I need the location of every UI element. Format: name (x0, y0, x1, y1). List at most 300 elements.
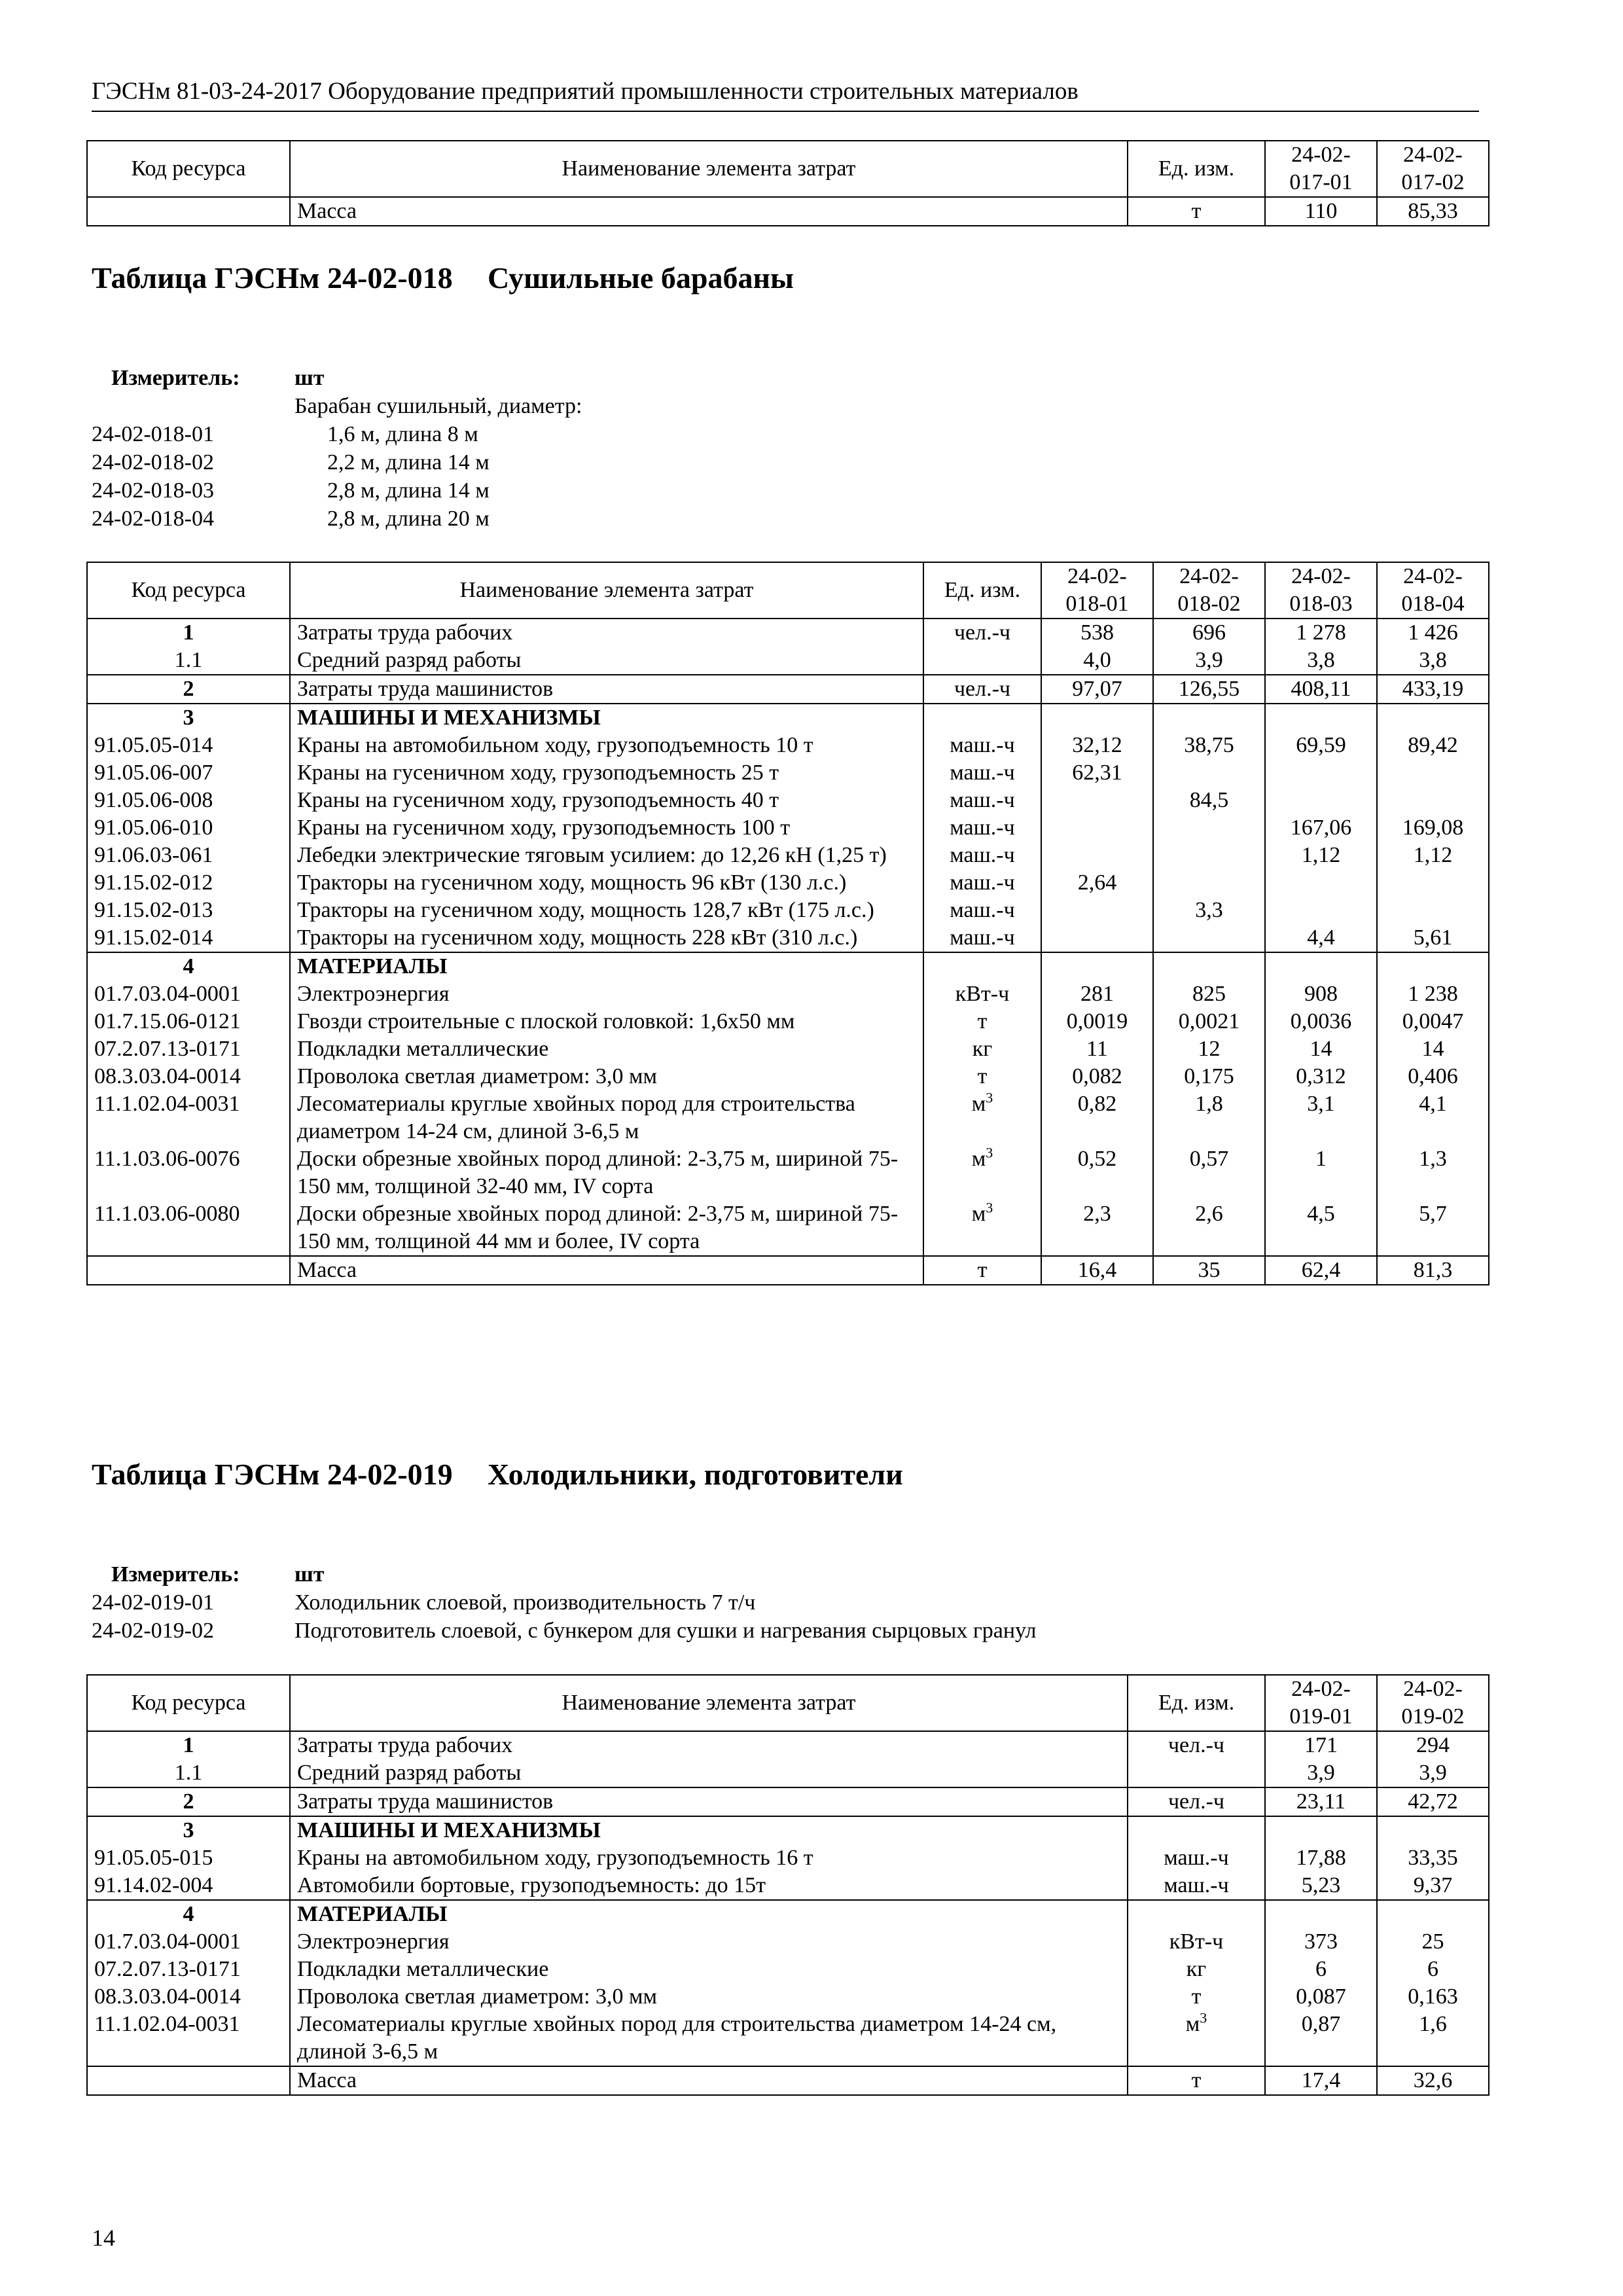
unit-text: м (971, 1147, 986, 1171)
measure-item (92, 505, 1466, 533)
cell-code: 1.1 (87, 647, 290, 675)
cell-value: 0,0036 (1265, 1008, 1377, 1035)
cell-code (87, 197, 290, 226)
table-row (87, 787, 1489, 814)
table-header-row (87, 141, 1489, 197)
cell-value: 6 (1265, 1956, 1377, 1983)
cell-code: 01.7.15.06-0121 (87, 1008, 290, 1035)
cell-value: 0,52 (1041, 1145, 1153, 1200)
page-number: 14 (92, 2225, 115, 2251)
cell-value: 696 (1153, 619, 1265, 647)
cell-value: 0,0047 (1377, 1008, 1489, 1035)
cell-value (1041, 787, 1153, 814)
cell-value (1041, 842, 1153, 869)
measure-item (92, 420, 1466, 448)
table-prev (86, 140, 1489, 226)
cell-code: 91.14.02-004 (87, 1872, 290, 1900)
col-header-unit: Ед. изм. (1128, 141, 1265, 197)
cell-value: 2,6 (1153, 1200, 1265, 1256)
table-title-code: Таблица ГЭСНм 24-02-018 (92, 261, 453, 295)
cell-value (1377, 787, 1489, 814)
cell-value: 0,087 (1265, 1983, 1377, 2011)
cell-name: Тракторы на гусеничном ходу, мощность 128,7 кВт (175 л.с.) (290, 897, 923, 924)
cell-unit: чел.-ч (1128, 1731, 1265, 1759)
table-019 (86, 1674, 1489, 2096)
cell-value: 538 (1041, 619, 1153, 647)
cell-code: 2 (87, 1787, 290, 1816)
col-header-variant: 24-02-018-02 (1153, 562, 1265, 619)
cell-unit: $м^3$ (923, 1200, 1041, 1256)
cell-value: 14 (1265, 1035, 1377, 1063)
cell-value: 1,3 (1377, 1145, 1489, 1200)
table-row (87, 1090, 1489, 1145)
cell-name: Масса (290, 1256, 923, 1285)
cell-value: 171 (1265, 1731, 1377, 1759)
table-section-row (87, 704, 1489, 732)
table-row (87, 980, 1489, 1008)
cell-value: 1,12 (1377, 842, 1489, 869)
cell-value: 3,8 (1377, 647, 1489, 675)
cell-value (1265, 1816, 1377, 1844)
measure-item-text: 1,6 м, длина 8 м (327, 422, 478, 446)
table-row (87, 759, 1489, 787)
table-header-row (87, 1675, 1489, 1731)
cell-name: МАТЕРИАЛЫ (290, 952, 923, 980)
col-header-unit: Ед. изм. (923, 562, 1041, 619)
cell-value (1153, 842, 1265, 869)
cell-unit: кВт-ч (923, 980, 1041, 1008)
cell-value (1041, 814, 1153, 842)
cell-value: 0,0021 (1153, 1008, 1265, 1035)
cell-unit: маш.-ч (923, 869, 1041, 897)
table-row (87, 675, 1489, 704)
col-header-variant: 24-02-018-03 (1265, 562, 1377, 619)
cell-value: 23,11 (1265, 1787, 1377, 1816)
cell-value (1377, 897, 1489, 924)
cell-code: 91.05.06-010 (87, 814, 290, 842)
cell-value: 4,5 (1265, 1200, 1377, 1256)
col-header-variant: 24-02-017-02 (1377, 141, 1489, 197)
measure-unit: шт (294, 1562, 325, 1587)
cell-value (1377, 704, 1489, 732)
col-header-name: Наименование элемента затрат (290, 141, 1128, 197)
cell-code: 91.05.05-015 (87, 1844, 290, 1872)
cell-value: 1 (1265, 1145, 1377, 1200)
cell-value: 167,06 (1265, 814, 1377, 842)
table-row (87, 647, 1489, 675)
col-header-code: Код ресурса (87, 1675, 290, 1731)
measure-intro: Барабан сушильный, диаметр: (294, 394, 582, 418)
cell-name: Лебедки электрические тяговым усилием: до 12,26 кН (1,25 т) (290, 842, 923, 869)
cell-name: Тракторы на гусеничном ходу, мощность 96 кВт (130 л.с.) (290, 869, 923, 897)
table-row (87, 842, 1489, 869)
cell-unit (923, 647, 1041, 675)
cell-unit: маш.-ч (923, 787, 1041, 814)
cell-unit: т (1128, 197, 1265, 226)
cell-code: 91.05.06-008 (87, 787, 290, 814)
unit-text: м (971, 1092, 986, 1116)
cell-value (1377, 869, 1489, 897)
cell-unit: кг (923, 1035, 1041, 1063)
cell-name: Масса (290, 2066, 1128, 2095)
cell-value (1377, 1900, 1489, 1928)
cell-value: 17,88 (1265, 1844, 1377, 1872)
cell-value: 0,175 (1153, 1063, 1265, 1090)
cell-code: 3 (87, 1816, 290, 1844)
measure-item-code: 24-02-018-02 (92, 450, 214, 475)
cell-code: 91.15.02-013 (87, 897, 290, 924)
cell-value: 17,4 (1265, 2066, 1377, 2095)
cell-unit: чел.-ч (1128, 1787, 1265, 1816)
measure-item-text: Холодильник слоевой, производительность 7 т/ч (294, 1590, 756, 1615)
table-row (87, 1063, 1489, 1090)
measure-item-code: 24-02-018-03 (92, 478, 214, 503)
cell-value: 3,9 (1265, 1759, 1377, 1787)
measure-label: Измеритель: (111, 1562, 240, 1587)
cell-value: 373 (1265, 1928, 1377, 1956)
cell-name: МАШИНЫ И МЕХАНИЗМЫ (290, 1816, 1128, 1844)
cell-value (1265, 869, 1377, 897)
cell-unit: кВт-ч (1128, 1928, 1265, 1956)
col-header-code: Код ресурса (87, 141, 290, 197)
cell-value: 9,37 (1377, 1872, 1489, 1900)
cell-unit: маш.-ч (923, 759, 1041, 787)
measure-item (92, 1617, 1466, 1645)
cell-code: 11.1.02.04-0031 (87, 1090, 290, 1145)
cell-name: МАШИНЫ И МЕХАНИЗМЫ (290, 704, 923, 732)
cell-value: 0,0019 (1041, 1008, 1153, 1035)
table-row (87, 1928, 1489, 1956)
cell-name: Затраты труда машинистов (290, 675, 923, 704)
running-header: ГЭСНм 81-03-24-2017 Оборудование предприятий промышленности строительных материалов (92, 77, 1479, 112)
cell-value: 4,0 (1041, 647, 1153, 675)
measure-item-text: 2,2 м, длина 14 м (327, 450, 490, 475)
cell-value: 433,19 (1377, 675, 1489, 704)
cell-name: Краны на автомобильном ходу, грузоподъемность 10 т (290, 732, 923, 759)
cell-name: Затраты труда рабочих (290, 1731, 1128, 1759)
table-row (87, 1872, 1489, 1900)
table-018 (86, 562, 1489, 1285)
cell-value: 1,12 (1265, 842, 1377, 869)
cell-code: 01.7.03.04-0001 (87, 1928, 290, 1956)
measure-item-text: 2,8 м, длина 14 м (327, 478, 490, 503)
cell-code: 4 (87, 1900, 290, 1928)
cell-unit: маш.-ч (923, 814, 1041, 842)
cell-code: 91.15.02-012 (87, 869, 290, 897)
cell-value: 0,82 (1041, 1090, 1153, 1145)
cell-name: Подкладки металлические (290, 1956, 1128, 1983)
cell-unit (1128, 1759, 1265, 1787)
cell-name: МАТЕРИАЛЫ (290, 1900, 1128, 1928)
cell-name: Краны на гусеничном ходу, грузоподъемность 40 т (290, 787, 923, 814)
measure-item-code: 24-02-019-01 (92, 1590, 214, 1615)
col-header-variant: 24-02-019-02 (1377, 1675, 1489, 1731)
table-title-019 (92, 1456, 1466, 1532)
table-row (87, 1787, 1489, 1816)
measure-unit: шт (294, 366, 325, 390)
cell-value: 0,163 (1377, 1983, 1489, 2011)
table-row (87, 1008, 1489, 1035)
cell-unit: т (923, 1063, 1041, 1090)
cell-name: Электроэнергия (290, 1928, 1128, 1956)
cell-value: 1,8 (1153, 1090, 1265, 1145)
cell-value: 33,35 (1377, 1844, 1489, 1872)
table-row (87, 732, 1489, 759)
table-section-row (87, 1816, 1489, 1844)
cell-unit: чел.-ч (923, 675, 1041, 704)
table-section-row (87, 1900, 1489, 1928)
cell-code: 91.06.03-061 (87, 842, 290, 869)
table-title-name: Холодильники, подготовители (488, 1458, 903, 1491)
cell-value: 1 426 (1377, 619, 1489, 647)
cell-unit: т (923, 1008, 1041, 1035)
cell-value: 126,55 (1153, 675, 1265, 704)
cell-code: 08.3.03.04-0014 (87, 1063, 290, 1090)
cell-code: 08.3.03.04-0014 (87, 1983, 290, 2011)
cell-value (1377, 759, 1489, 787)
col-header-name: Наименование элемента затрат (290, 1675, 1128, 1731)
cell-unit: т (923, 1256, 1041, 1285)
cell-name: Краны на гусеничном ходу, грузоподъемность 100 т (290, 814, 923, 842)
cell-value: 32,6 (1377, 2066, 1489, 2095)
cell-value (1153, 704, 1265, 732)
table-row (87, 1256, 1489, 1285)
cell-value (1041, 897, 1153, 924)
table-row (87, 869, 1489, 897)
cell-code: 3 (87, 704, 290, 732)
cell-unit: маш.-ч (923, 732, 1041, 759)
col-header-variant: 24-02-019-01 (1265, 1675, 1377, 1731)
cell-code: 4 (87, 952, 290, 980)
table-row (87, 1844, 1489, 1872)
table-row (87, 924, 1489, 952)
cell-code (87, 2066, 290, 2095)
cell-name: Лесоматериалы круглые хвойных пород для строительства диаметром 14-24 см, длиной 3-6,5 м (290, 2011, 1128, 2066)
cell-value: 0,082 (1041, 1063, 1153, 1090)
cell-value: 281 (1041, 980, 1153, 1008)
cell-value: 4,4 (1265, 924, 1377, 952)
cell-code: 91.05.05-014 (87, 732, 290, 759)
cell-value: 14 (1377, 1035, 1489, 1063)
cell-value: 825 (1153, 980, 1265, 1008)
cell-code: 11.1.03.06-0076 (87, 1145, 290, 1200)
cell-name: Подкладки металлические (290, 1035, 923, 1063)
cell-code: 91.05.06-007 (87, 759, 290, 787)
cell-value (1265, 787, 1377, 814)
cell-value: 0,87 (1265, 2011, 1377, 2066)
cell-code: 91.15.02-014 (87, 924, 290, 952)
cell-value: 81,3 (1377, 1256, 1489, 1285)
cell-name: Проволока светлая диаметром: 3,0 мм (290, 1983, 1128, 2011)
cell-code: 11.1.02.04-0031 (87, 2011, 290, 2066)
table-row (87, 197, 1489, 226)
cell-name: Доски обрезные хвойных пород длиной: 2-3,75 м, шириной 75-150 мм, толщиной 32-40 мм, IV сорта (290, 1145, 923, 1200)
table-row (87, 2011, 1489, 2066)
cell-code: 07.2.07.13-0171 (87, 1035, 290, 1063)
col-header-code: Код ресурса (87, 562, 290, 619)
cell-value (1153, 814, 1265, 842)
cell-value: 69,59 (1265, 732, 1377, 759)
cell-value: 0,57 (1153, 1145, 1265, 1200)
unit-text: м (971, 1202, 986, 1226)
cell-value: 16,4 (1041, 1256, 1153, 1285)
cell-unit: маш.-ч (923, 924, 1041, 952)
cell-code: 01.7.03.04-0001 (87, 980, 290, 1008)
cell-value: 11 (1041, 1035, 1153, 1063)
table-row (87, 2066, 1489, 2095)
cell-name: Электроэнергия (290, 980, 923, 1008)
cell-value (1377, 952, 1489, 980)
cell-value: 62,31 (1041, 759, 1153, 787)
measure-item (92, 448, 1466, 476)
table-row (87, 1200, 1489, 1256)
cell-value: 1,6 (1377, 2011, 1489, 2066)
cell-value: 38,75 (1153, 732, 1265, 759)
measure-label: Измеритель: (111, 366, 240, 390)
cell-value (1153, 952, 1265, 980)
cell-unit: $м^3$ (923, 1145, 1041, 1200)
measure-item-code: 24-02-019-02 (92, 1619, 214, 1643)
cell-name: Лесоматериалы круглые хвойных пород для строительства диаметром 14-24 см, длиной 3-6,5 м (290, 1090, 923, 1145)
unit-text: м (1185, 2012, 1200, 2036)
cell-name: Краны на автомобильном ходу, грузоподъемность 16 т (290, 1844, 1128, 1872)
measure-block-019 (92, 1560, 1466, 1645)
cell-value: 0,406 (1377, 1063, 1489, 1090)
cell-value: 32,12 (1041, 732, 1153, 759)
cell-value: 5,7 (1377, 1200, 1489, 1256)
table-title-name: Сушильные барабаны (488, 261, 794, 295)
cell-code (87, 1256, 290, 1285)
cell-name: Затраты труда машинистов (290, 1787, 1128, 1816)
cell-value: 2,3 (1041, 1200, 1153, 1256)
cell-value: 6 (1377, 1956, 1489, 1983)
cell-value: 1 278 (1265, 619, 1377, 647)
cell-value (1153, 869, 1265, 897)
measure-item (92, 1588, 1466, 1617)
cell-code: 1 (87, 619, 290, 647)
cell-value: 0,312 (1265, 1063, 1377, 1090)
cell-value (1265, 704, 1377, 732)
cell-value: 89,42 (1377, 732, 1489, 759)
cell-code: 07.2.07.13-0171 (87, 1956, 290, 1983)
table-title-018 (92, 259, 1466, 335)
cell-name: Гвозди строительные с плоской головкой: 1,6x50 мм (290, 1008, 923, 1035)
measure-block-018 (92, 364, 1466, 533)
cell-name: Проволока светлая диаметром: 3,0 мм (290, 1063, 923, 1090)
cell-unit: $м^3$ (1128, 2011, 1265, 2066)
cell-unit (923, 952, 1041, 980)
cell-unit: маш.-ч (923, 842, 1041, 869)
cell-value: 908 (1265, 980, 1377, 1008)
cell-value: 97,07 (1041, 675, 1153, 704)
cell-code: 11.1.03.06-0080 (87, 1200, 290, 1256)
cell-value: 2,64 (1041, 869, 1153, 897)
measure-item-code: 24-02-018-04 (92, 507, 214, 531)
cell-value: 169,08 (1377, 814, 1489, 842)
table-section-row (87, 952, 1489, 980)
cell-value: 5,23 (1265, 1872, 1377, 1900)
table-row (87, 1983, 1489, 2011)
cell-value: 110 (1265, 197, 1377, 226)
measure-item-code: 24-02-018-01 (92, 422, 214, 446)
cell-value: 4,1 (1377, 1090, 1489, 1145)
cell-unit: маш.-ч (923, 897, 1041, 924)
cell-unit (1128, 1900, 1265, 1928)
cell-unit: $м^3$ (923, 1090, 1041, 1145)
cell-value: 35 (1153, 1256, 1265, 1285)
table-title-code: Таблица ГЭСНм 24-02-019 (92, 1458, 453, 1491)
cell-unit (923, 704, 1041, 732)
cell-value: 84,5 (1153, 787, 1265, 814)
cell-name: Средний разряд работы (290, 1759, 1128, 1787)
cell-name: Затраты труда рабочих (290, 619, 923, 647)
cell-value: 408,11 (1265, 675, 1377, 704)
cell-unit: маш.-ч (1128, 1844, 1265, 1872)
cell-code: 1.1 (87, 1759, 290, 1787)
cell-name: Автомобили бортовые, грузоподъемность: до 15т (290, 1872, 1128, 1900)
col-header-unit: Ед. изм. (1128, 1675, 1265, 1731)
table-row (87, 619, 1489, 647)
col-header-variant: 24-02-018-04 (1377, 562, 1489, 619)
cell-value: 3,9 (1153, 647, 1265, 675)
cell-value: 294 (1377, 1731, 1489, 1759)
cell-value (1041, 952, 1153, 980)
cell-value (1041, 704, 1153, 732)
cell-value: 25 (1377, 1928, 1489, 1956)
cell-value: 3,1 (1265, 1090, 1377, 1145)
cell-name: Доски обрезные хвойных пород длиной: 2-3,75 м, шириной 75-150 мм, толщиной 44 мм и более, IV сорта (290, 1200, 923, 1256)
col-header-name: Наименование элемента затрат (290, 562, 923, 619)
table-row (87, 1759, 1489, 1787)
cell-name: Краны на гусеничном ходу, грузоподъемность 25 т (290, 759, 923, 787)
cell-unit: кг (1128, 1956, 1265, 1983)
cell-unit: чел.-ч (923, 619, 1041, 647)
cell-value: 3,9 (1377, 1759, 1489, 1787)
cell-value (1377, 1816, 1489, 1844)
table-row (87, 1731, 1489, 1759)
cell-value: 5,61 (1377, 924, 1489, 952)
cell-unit: маш.-ч (1128, 1872, 1265, 1900)
table-header-row (87, 562, 1489, 619)
cell-value: 85,33 (1377, 197, 1489, 226)
cell-value (1153, 759, 1265, 787)
cell-name: Тракторы на гусеничном ходу, мощность 228 кВт (310 л.с.) (290, 924, 923, 952)
cell-unit: т (1128, 1983, 1265, 2011)
measure-item-text: Подготовитель слоевой, с бункером для сушки и нагревания сырцовых гранул (294, 1619, 1037, 1643)
cell-value: 42,72 (1377, 1787, 1489, 1816)
cell-value (1265, 1900, 1377, 1928)
cell-unit: т (1128, 2066, 1265, 2095)
col-header-variant: 24-02-017-01 (1265, 141, 1377, 197)
table-row (87, 814, 1489, 842)
cell-code: 1 (87, 1731, 290, 1759)
table-row (87, 897, 1489, 924)
cell-value (1265, 952, 1377, 980)
table-row (87, 1035, 1489, 1063)
table-row (87, 1145, 1489, 1200)
cell-value (1265, 897, 1377, 924)
cell-name: Масса (290, 197, 1128, 226)
cell-value: 1 238 (1377, 980, 1489, 1008)
cell-value (1153, 924, 1265, 952)
cell-code: 2 (87, 675, 290, 704)
col-header-variant: 24-02-018-01 (1041, 562, 1153, 619)
cell-unit (1128, 1816, 1265, 1844)
measure-item-text: 2,8 м, длина 20 м (327, 507, 490, 531)
cell-value: 3,3 (1153, 897, 1265, 924)
cell-name: Средний разряд работы (290, 647, 923, 675)
cell-value: 12 (1153, 1035, 1265, 1063)
